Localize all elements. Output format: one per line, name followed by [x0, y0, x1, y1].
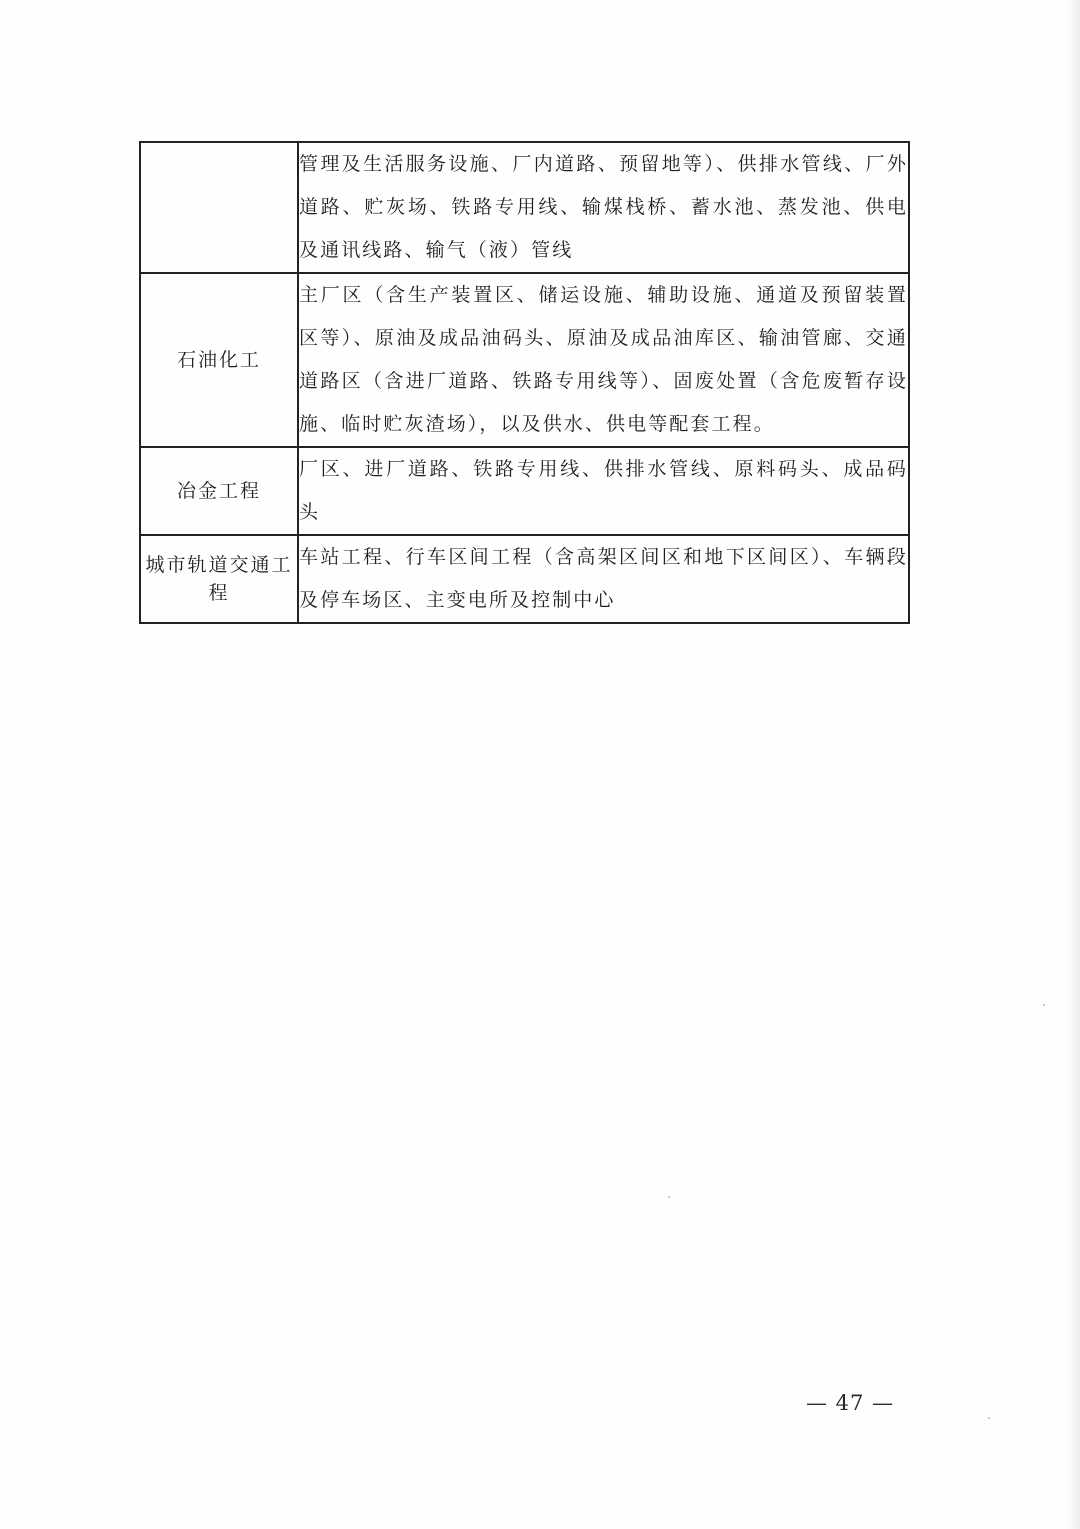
table-row	[140, 273, 909, 447]
scan-speck	[668, 1196, 670, 1198]
table-row	[140, 142, 909, 273]
content-cell: 厂区、进厂道路、铁路专用线、供排水管线、原料码头、成品码头	[298, 447, 909, 535]
category-cell: 石油化工	[140, 273, 298, 447]
scan-speck	[988, 1417, 990, 1419]
content-cell: 主厂区（含生产装置区、储运设施、辅助设施、通道及预留装置区等）、原油及成品油码头、原油及成品油库区、输油管廊、交通道路区（含进厂道路、铁路专用线等）、固废处置（含危废暂存设施、临时贮灰渣场），以及供水、供电等配套工程。	[298, 273, 909, 447]
page-edge	[1066, 0, 1080, 1529]
land-use-table	[139, 141, 910, 624]
content-cell: 车站工程、行车区间工程（含高架区间区和地下区间区）、车辆段及停车场区、主变电所及控制中心	[298, 535, 909, 623]
content-cell: 管理及生活服务设施、厂内道路、预留地等）、供排水管线、厂外道路、贮灰场、铁路专用线、输煤栈桥、蓄水池、蒸发池、供电及通讯线路、输气（液）管线	[298, 142, 909, 273]
category-cell: 城市轨道交通工程	[140, 535, 298, 623]
page-number: — 47 —	[806, 1391, 895, 1415]
scan-speck	[1043, 1004, 1045, 1006]
category-cell	[140, 142, 298, 273]
table-row	[140, 535, 909, 623]
category-cell: 冶金工程	[140, 447, 298, 535]
table-row	[140, 447, 909, 535]
